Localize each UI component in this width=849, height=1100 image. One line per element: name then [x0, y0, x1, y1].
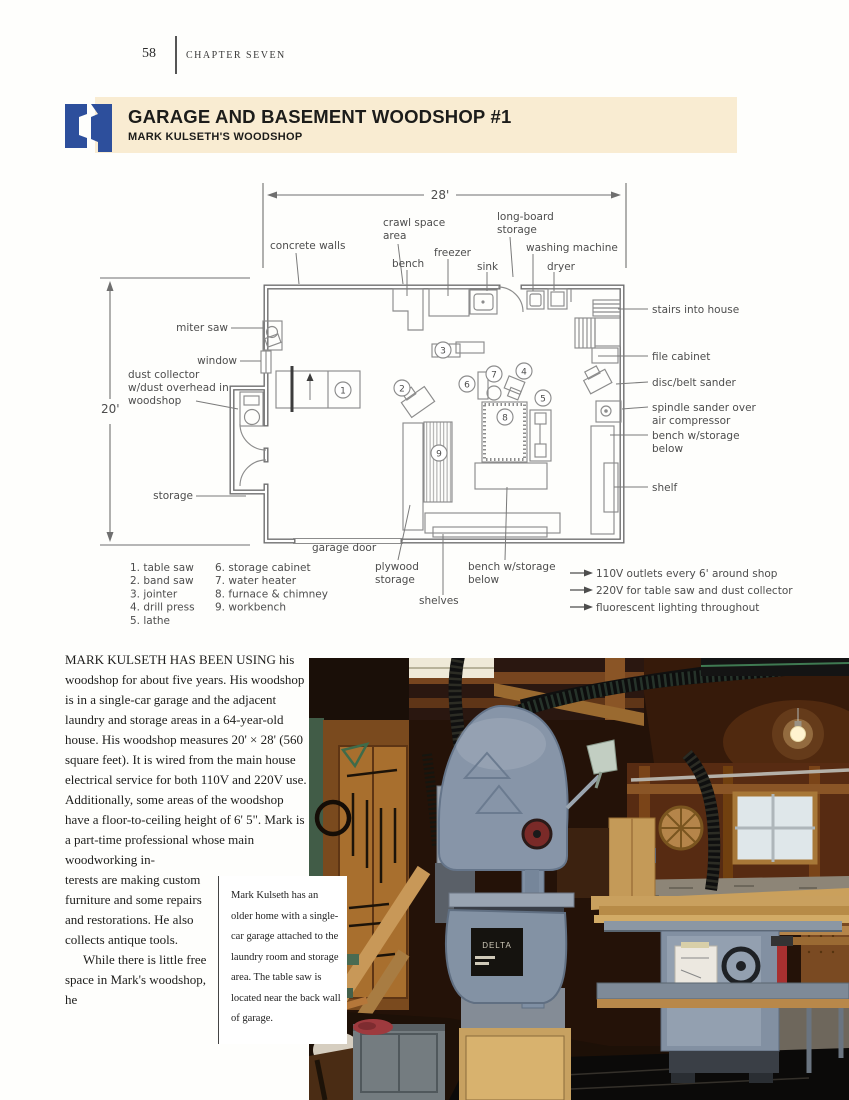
plan-label-crawl-space-area: crawl space area	[383, 217, 446, 242]
page-number: 58	[142, 46, 156, 61]
plan-label-dim-width: 28'	[430, 188, 450, 202]
plan-label-freezer: freezer	[434, 247, 471, 259]
plan-label-dim-height: 20'	[101, 402, 120, 416]
machine-marker-6	[459, 376, 475, 392]
plan-fixtures	[240, 287, 621, 537]
plan-label-disc-belt-sander: disc/belt sander	[652, 377, 736, 389]
plan-label-shelves: shelves	[419, 595, 459, 607]
legend-item: 4. drill press	[130, 601, 195, 614]
plan-label-storage: storage	[153, 490, 193, 502]
article-paragraph-wide	[65, 650, 311, 870]
plan-label-long-board-storage: long-board storage	[497, 211, 554, 236]
svg-text:7: 7	[491, 370, 497, 381]
plan-label-dust-collector: dust collector w/dust overhead in woodshop	[128, 369, 229, 407]
section-subtitle: MARK KULSETH'S WOODSHOP	[128, 131, 303, 143]
svg-text:4: 4	[521, 367, 527, 378]
header-divider	[175, 36, 177, 74]
woodshop-photo	[309, 658, 849, 1100]
legend-item: 7. water heater	[215, 575, 297, 588]
machine-marker-7	[486, 366, 502, 382]
photo-caption-text: Mark Kulseth has an older home with a single-car garage attached to the laundry room and storage area. The table saw is located near the back wall of garage.	[231, 890, 341, 1024]
section-title: GARAGE AND BASEMENT WOODSHOP #1	[128, 106, 512, 127]
svg-text:3: 3	[440, 346, 446, 357]
legend-item: 8. furnace & chimney	[215, 588, 328, 601]
plan-label-garage-door: garage door	[312, 542, 377, 554]
svg-text:6: 6	[464, 380, 470, 391]
machine-marker-3	[435, 342, 451, 358]
legend-item: 5. lathe	[130, 614, 170, 627]
legend-item: 1. table saw	[130, 562, 194, 574]
legend-item: 9. workbench	[215, 601, 286, 614]
plan-label-dryer: dryer	[547, 261, 575, 273]
electrical-note: fluorescent lighting throughout	[596, 602, 760, 614]
plan-label-bench-right: bench w/storage below	[652, 430, 740, 455]
machine-marker-1	[335, 382, 351, 398]
legend-item: 3. jointer	[130, 588, 178, 601]
machine-marker-4	[516, 363, 532, 379]
plan-label-miter-saw: miter saw	[176, 322, 228, 334]
electrical-note: 110V outlets every 6' around shop	[596, 568, 778, 580]
plan-label-concrete-walls: concrete walls	[270, 240, 346, 252]
machine-marker-5	[535, 390, 551, 406]
svg-text:2: 2	[399, 384, 405, 395]
plan-label-window: window	[197, 355, 237, 367]
plan-label-plywood-storage: plywood storage	[375, 561, 419, 586]
machine-marker-9	[431, 445, 447, 461]
plan-labels	[101, 188, 757, 607]
photo-illustration	[309, 658, 849, 1100]
photo-caption	[218, 876, 347, 1044]
legend-item: 6. storage cabinet	[215, 562, 311, 574]
svg-text:1: 1	[340, 386, 346, 397]
chapter-title: CHAPTER SEVEN	[186, 50, 286, 61]
plan-label-stairs-into-house: stairs into house	[652, 304, 740, 316]
article-lead-in: MARK KULSETH HAS BEEN USING	[65, 652, 276, 667]
svg-text:8: 8	[502, 413, 508, 424]
electrical-notes	[596, 568, 793, 614]
article-body-wide: his woodshop for about five years. His woodshop is in a single-car garage and the adjacent laundry and storage areas in a 64-year-old house. His woodshop measures 20' × 28' (560 square feet). It is wired from the main house electrical service for both 110V and 220V use. Additionally, some areas of the woodshop have a floor-to-ceiling height of 6' 5". Mark is a part-time professional whose main woodworking in-	[65, 652, 307, 867]
plan-label-bench-top: bench	[392, 258, 425, 270]
plan-label-bench-bottom: bench w/storage below	[468, 561, 556, 586]
plan-label-shelf: shelf	[652, 482, 678, 494]
bandsaw-brand-label: DELTA	[482, 941, 512, 950]
plan-legend	[130, 562, 328, 627]
floorplan-diagram	[0, 170, 849, 655]
article-paragraph-narrow-2: While there is little free space in Mark's woodshop, he	[65, 952, 207, 1007]
plan-label-spindle-sander: spindle sander over air compressor	[652, 402, 756, 427]
plan-label-sink: sink	[477, 261, 499, 273]
electrical-note-arrows	[570, 570, 593, 611]
plan-label-washing-machine: washing machine	[526, 242, 618, 254]
machine-marker-8	[497, 409, 513, 425]
machine-marker-2	[394, 380, 410, 396]
electrical-note: 220V for table saw and dust collector	[596, 585, 793, 597]
section-logo-icon	[60, 100, 116, 156]
legend-item: 2. band saw	[130, 575, 194, 588]
plan-label-file-cabinet: file cabinet	[652, 351, 711, 363]
article-paragraph-narrow: terests are making custom furniture and some repairs and restorations. He also collects antique tools.	[65, 872, 202, 947]
svg-text:5: 5	[540, 394, 546, 405]
svg-text:9: 9	[436, 449, 442, 460]
walls	[232, 287, 622, 544]
